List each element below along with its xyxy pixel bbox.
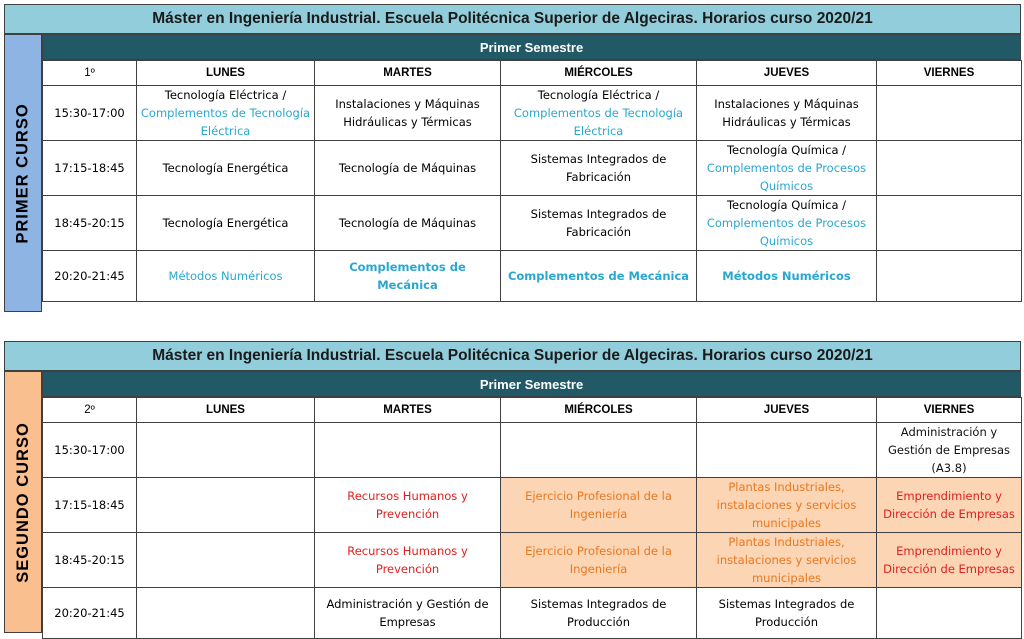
- schedule-title-segundo-curso: Máster en Ingeniería Industrial. Escuela Politécnica Superior de Algeciras. Horarios curso 2020/21: [4, 341, 1021, 371]
- subject-text: Complementos de Mecánica: [349, 260, 466, 292]
- semester-header: Primer Semestre: [42, 34, 1021, 60]
- time-slot: 20:20-21:45: [43, 251, 137, 302]
- schedule-cell: Emprendimiento y Dirección de Empresas: [877, 533, 1022, 588]
- schedule-cell: Emprendimiento y Dirección de Empresas: [877, 478, 1022, 533]
- schedule-cell: Recursos Humanos y Prevención: [315, 533, 501, 588]
- subject-text: Tecnología Eléctrica /: [164, 88, 287, 102]
- schedule-cell: [501, 86, 697, 141]
- schedule-cell: [697, 251, 877, 302]
- time-slot: 17:15-18:45: [43, 141, 137, 196]
- schedule-cell: [137, 251, 315, 302]
- course-header: 2º: [43, 398, 137, 423]
- table-row: [43, 141, 1022, 196]
- schedule-cell: [877, 141, 1022, 196]
- schedule-table-primer-curso: [42, 60, 1022, 302]
- schedule-cell: [877, 196, 1022, 251]
- table-row: [43, 251, 1022, 302]
- day-header-viernes: VIERNES: [877, 398, 1022, 423]
- schedule-cell: [877, 588, 1022, 639]
- schedule-cell: [501, 251, 697, 302]
- side-label-text: SEGUNDO CURSO: [13, 421, 32, 583]
- day-header-lunes: LUNES: [137, 398, 315, 423]
- side-label-text: PRIMER CURSO: [13, 102, 32, 244]
- day-header-martes: MARTES: [315, 398, 501, 423]
- day-header-martes: MARTES: [315, 61, 501, 86]
- schedule-cell: Plantas Industriales, instalaciones y servicios municipales: [697, 533, 877, 588]
- table-row: [43, 533, 1022, 588]
- header-row: [43, 61, 1022, 86]
- subject-text: Sistemas Integrados de Fabricación: [530, 152, 667, 184]
- subject-text: Métodos Numéricos: [168, 269, 283, 283]
- schedule-cell: [697, 423, 877, 478]
- subject-text-alt: Complementos de Tecnología Eléctrica: [513, 106, 684, 138]
- day-header-lunes: LUNES: [137, 61, 315, 86]
- side-label-segundo-curso: [4, 371, 42, 633]
- subject-text: Tecnología Química /: [726, 198, 847, 212]
- subject-text: Complementos de Mecánica: [507, 269, 690, 283]
- schedule-title-primer-curso: Máster en Ingeniería Industrial. Escuela Politécnica Superior de Algeciras. Horarios curso 2020/21: [4, 4, 1021, 34]
- subject-text: Métodos Numéricos: [722, 269, 851, 283]
- time-slot: 20:20-21:45: [43, 588, 137, 639]
- header-row: [43, 398, 1022, 423]
- time-slot: 17:15-18:45: [43, 478, 137, 533]
- side-label-primer-curso: [4, 34, 42, 312]
- subject-text: Tecnología Energética: [162, 216, 289, 230]
- schedule-cell: [501, 196, 697, 251]
- subject-text: Tecnología Eléctrica /: [537, 88, 660, 102]
- schedule-cell: [315, 86, 501, 141]
- time-slot: 15:30-17:00: [43, 86, 137, 141]
- schedule-cell: [137, 423, 315, 478]
- schedule-cell: [501, 141, 697, 196]
- day-header-viernes: VIERNES: [877, 61, 1022, 86]
- schedule-cell: Plantas Industriales, instalaciones y servicios municipales: [697, 478, 877, 533]
- schedule-cell: Recursos Humanos y Prevención: [315, 478, 501, 533]
- subject-text-alt: Complementos de Tecnología Eléctrica: [140, 106, 311, 138]
- subject-text: Tecnología de Máquinas: [338, 216, 477, 230]
- schedule-cell: Administración y Gestión de Empresas: [315, 588, 501, 639]
- subject-text-alt: Complementos de Procesos Químicos: [706, 161, 867, 193]
- schedule-cell: [137, 533, 315, 588]
- schedule-cell: [697, 141, 877, 196]
- schedule-cell: [137, 141, 315, 196]
- table-row: [43, 423, 1022, 478]
- schedule-cell: [697, 196, 877, 251]
- subject-text: Tecnología Química /: [726, 143, 847, 157]
- course-header: 1º: [43, 61, 137, 86]
- subject-text-alt: Complementos de Procesos Químicos: [706, 216, 867, 248]
- schedule-cell: [315, 196, 501, 251]
- schedule-cell: [877, 251, 1022, 302]
- schedule-cell: [877, 86, 1022, 141]
- semester-header: Primer Semestre: [42, 371, 1021, 397]
- schedule-cell: [137, 588, 315, 639]
- schedule-cell: [501, 423, 697, 478]
- subject-text: Sistemas Integrados de Fabricación: [530, 207, 667, 239]
- subject-text: Instalaciones y Máquinas Hidráulicas y Térmicas: [714, 97, 859, 129]
- schedule-cell: Ejercicio Profesional de la Ingeniería: [501, 478, 697, 533]
- table-row: [43, 588, 1022, 639]
- schedule-cell: [137, 196, 315, 251]
- schedule-cell: Ejercicio Profesional de la Ingeniería: [501, 533, 697, 588]
- day-header-miercoles: MIÉRCOLES: [501, 398, 697, 423]
- schedule-cell: [137, 86, 315, 141]
- schedule-cell: [315, 141, 501, 196]
- schedule-table-segundo-curso: [42, 397, 1022, 639]
- schedule-cell: [315, 423, 501, 478]
- subject-text: Instalaciones y Máquinas Hidráulicas y Térmicas: [335, 97, 480, 129]
- subject-text: Tecnología Energética: [162, 161, 289, 175]
- day-header-jueves: JUEVES: [697, 61, 877, 86]
- table-row: [43, 86, 1022, 141]
- table-row: [43, 478, 1022, 533]
- time-slot: 15:30-17:00: [43, 423, 137, 478]
- time-slot: 18:45-20:15: [43, 196, 137, 251]
- schedule-cell: [137, 478, 315, 533]
- time-slot: 18:45-20:15: [43, 533, 137, 588]
- schedule-cell: [315, 251, 501, 302]
- subject-text: Tecnología de Máquinas: [338, 161, 477, 175]
- schedule-cell: Sistemas Integrados de Producción: [697, 588, 877, 639]
- day-header-miercoles: MIÉRCOLES: [501, 61, 697, 86]
- table-row: [43, 196, 1022, 251]
- schedule-cell: Administración y Gestión de Empresas (A3.8): [877, 423, 1022, 478]
- schedule-cell: Sistemas Integrados de Producción: [501, 588, 697, 639]
- schedule-cell: [697, 86, 877, 141]
- day-header-jueves: JUEVES: [697, 398, 877, 423]
